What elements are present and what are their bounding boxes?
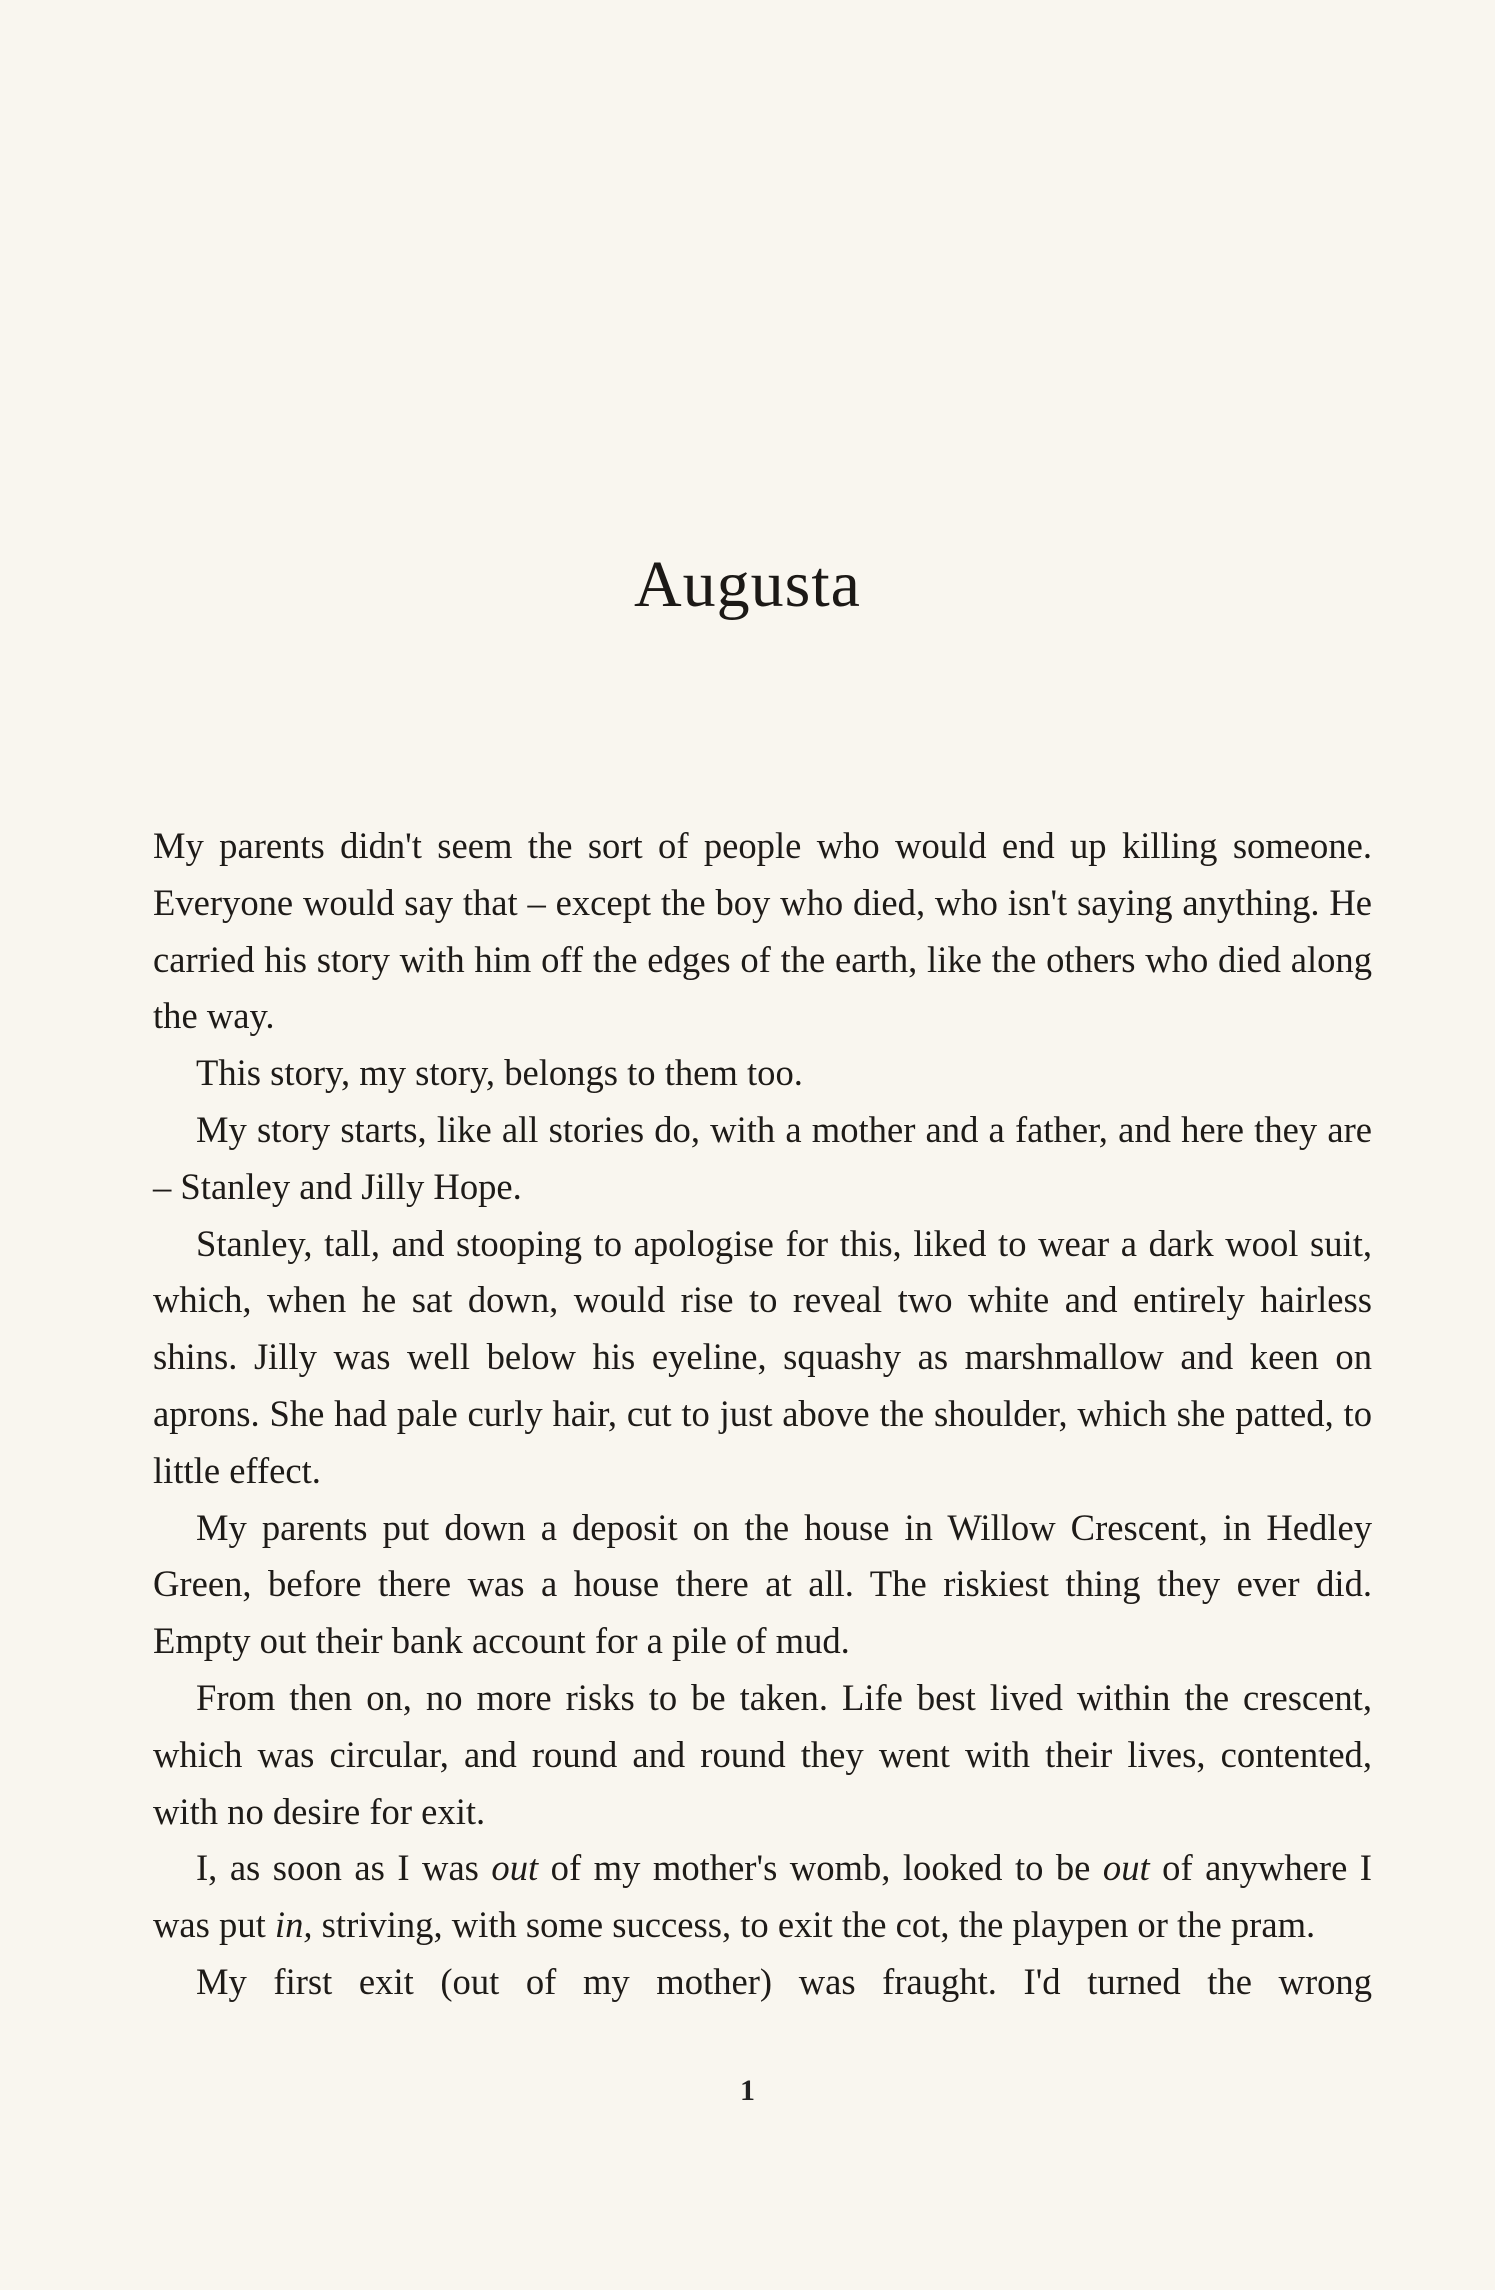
paragraph-text: of my mother's womb, looked to be [538,1847,1103,1889]
italic-text: out [491,1847,539,1889]
chapter-body [153,818,1372,2011]
paragraph: My story starts, like all stories do, with a mother and a father, and here they are – Stanley and Jilly Hope. [153,1108,1372,1207]
paragraph: My first exit (out of my mother) was fraught. I'd turned the wrong [196,1960,1372,2002]
chapter-title: Augusta [634,548,861,621]
paragraph: My parents didn't seem the sort of people who would end up killing someone. Everyone would say that – except the boy who died, who isn't saying anything. He carried his story with him off the edges of the earth, like the others who died along the way. [153,825,1372,1037]
paragraph: This story, my story, belongs to them too. [196,1052,803,1094]
paragraph-text: I, as soon as I was [196,1847,492,1889]
paragraph: From then on, no more risks to be taken. Life best lived within the crescent, which was circular, and round and round they went with their lives, contented, with no desire for exit. [153,1676,1372,1832]
italic-text: out [1102,1847,1150,1889]
page-number: 1 [740,2074,755,2107]
italic-text: in, [274,1904,313,1946]
paragraph-text: of anywhere I was put [153,1847,1372,1946]
paragraph-text: striving, with some success, to exit the cot, the playpen or the pram. [312,1904,1316,1946]
paragraph [153,1840,1372,1954]
paragraph: My parents put down a deposit on the house in Willow Crescent, in Hedley Green, before there was a house there at all. The riskiest thing they ever did. Empty out their bank account for a pile of mud. [153,1506,1372,1662]
paragraph: Stanley, tall, and stooping to apologise for this, liked to wear a dark wool suit, which, when he sat down, would rise to reveal two white and entirely hairless shins. Jilly was well below his eyeline, squashy as marshmallow and keen on aprons. She had pale curly hair, cut to just above the shoulder, which she patted, to little effect. [153,1222,1372,1491]
